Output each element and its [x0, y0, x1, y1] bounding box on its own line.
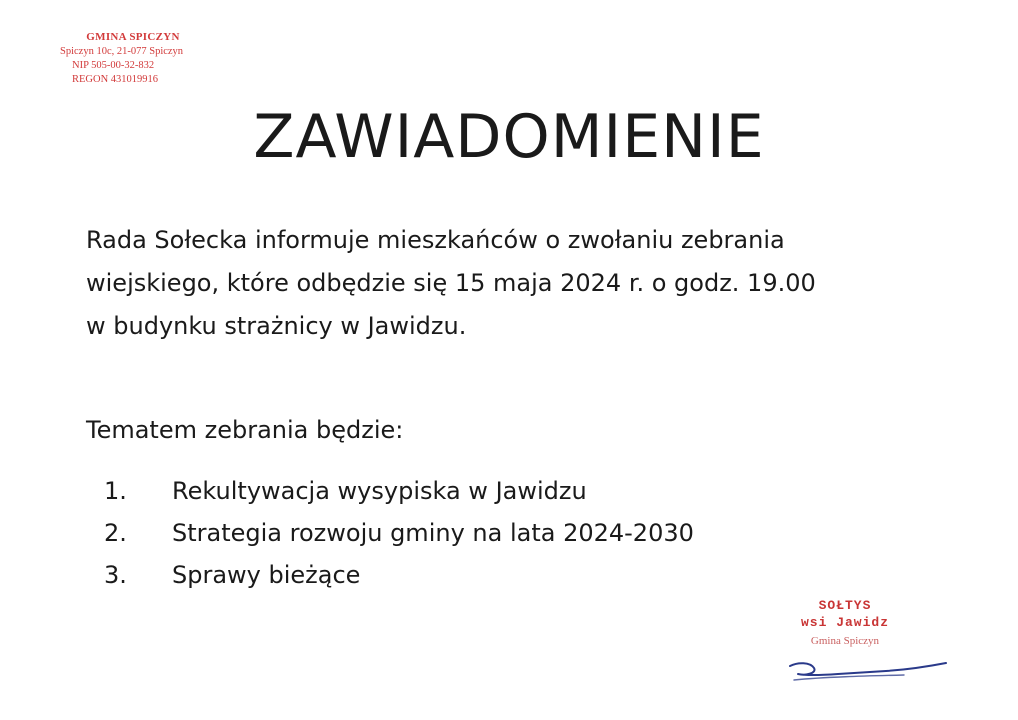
topic-text: Strategia rozwoju gminy na lata 2024-2030 [172, 519, 694, 547]
topic-item [104, 470, 694, 512]
topic-text: Sprawy bieżące [172, 561, 361, 589]
topic-number: 2. [104, 519, 127, 547]
topics-heading: Tematem zebrania będzie: [86, 416, 404, 444]
announcement-line: Rada Sołecka informuje mieszkańców o zwołaniu zebrania [86, 226, 785, 254]
stamp-village: wsi Jawidz [800, 615, 889, 630]
announcement-line: w budynku strażnicy w Jawidzu. [86, 312, 467, 340]
stamp-role: SOŁTYS [818, 598, 872, 613]
document-title: ZAWIADOMIENIE [253, 102, 765, 172]
municipality-stamp [58, 30, 208, 87]
village-head-stamp [770, 597, 920, 651]
topics-list [104, 470, 694, 596]
announcement-line: wiejskiego, które odbędzie się 15 maja 2024 r. o godz. 19.00 [86, 269, 816, 297]
stamp-regon: REGON 431019916 [72, 74, 159, 85]
announcement-paragraph [86, 219, 946, 348]
topic-number: 1. [104, 477, 127, 505]
topic-text: Rekultywacja wysypiska w Jawidzu [172, 477, 587, 505]
stamp-municipality-name: GMINA SPICZYN [86, 31, 180, 43]
stamp-municipality: Gmina Spiczyn [810, 635, 880, 647]
stamp-nip: NIP 505-00-32-832 [72, 60, 155, 71]
stamp-address: Spiczyn 10c, 21-077 Spiczyn [60, 46, 184, 57]
topic-number: 3. [104, 561, 127, 589]
handwritten-signature [784, 650, 954, 690]
topic-item [104, 512, 694, 554]
topic-item [104, 554, 694, 596]
